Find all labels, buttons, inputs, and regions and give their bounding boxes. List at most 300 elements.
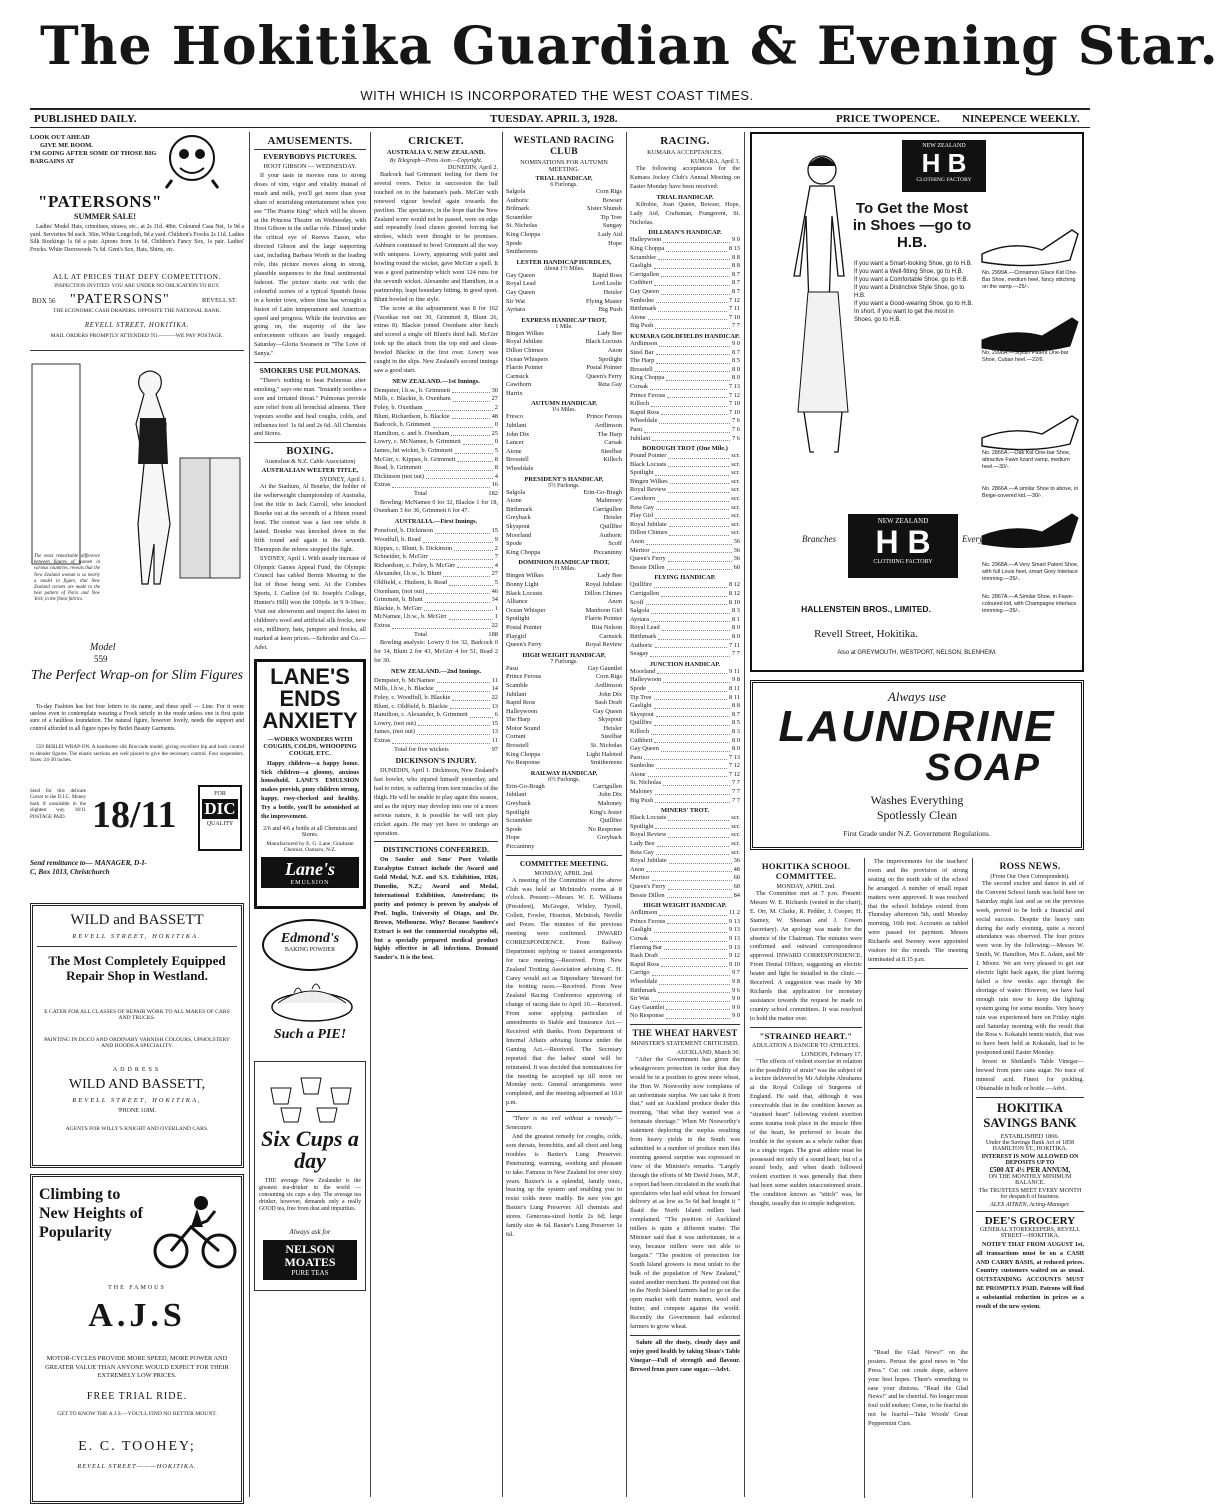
score-row xyxy=(374,605,498,614)
row-value: 6 xyxy=(494,711,498,719)
race-entry-row xyxy=(630,400,740,409)
race-entry-row xyxy=(630,745,740,754)
race-entry-row xyxy=(630,633,740,642)
race-entry-row xyxy=(506,699,622,708)
race-distance: 1¼ Miles. xyxy=(551,407,577,414)
ajs-dealer-street: REVELL STREET———HOKITIKA. xyxy=(77,1463,197,1470)
wild-street: REVELL STREET, HOKITIKA. xyxy=(72,933,202,940)
cricket-dateline: DUNEDIN, April 2. xyxy=(447,164,498,171)
race-entry-row xyxy=(506,280,622,289)
row-value: 8 8 xyxy=(732,702,740,710)
leader-dots xyxy=(656,762,727,769)
row-label: Anon xyxy=(630,538,645,546)
hb-shoe-desc: No. 2866A.—A similar Shoe to above, in Beige-covered kid.—30/-. xyxy=(982,486,1079,499)
column-4-westland-racing xyxy=(506,132,622,1497)
row-label: Brosstell xyxy=(630,365,653,373)
leader-dots xyxy=(531,615,582,622)
row-label: King Choppa xyxy=(506,230,541,238)
nz-first-innings-heading: NEW ZEALAND.—1st Innings. xyxy=(392,377,480,385)
row-label: Atone xyxy=(630,770,646,778)
leader-dots xyxy=(534,506,591,513)
race-entry-row xyxy=(630,254,740,263)
leader-dots xyxy=(530,598,606,605)
row-label: Mills, l.b.w., b. Blackie xyxy=(374,685,434,693)
lanes-maker: Manufactured by E. G. Lane, Graduate Chemist, Oamaru, N.Z. xyxy=(266,840,354,853)
leader-dots xyxy=(668,486,729,493)
race-entry-row xyxy=(630,314,740,323)
race-entry-row xyxy=(630,409,740,418)
race-entry-row xyxy=(630,366,740,375)
row-value: Carrigullen xyxy=(592,782,622,790)
leader-dots xyxy=(666,245,727,252)
leader-dots xyxy=(655,823,729,830)
hb-shoes-ad xyxy=(750,132,1084,672)
leader-dots xyxy=(532,716,596,723)
vinegar-ad: Salute all the dusty, cloudy days and enjoy good health by taking Sloan's Table Vinegar—Full of strength and flavour. Brewed from pure cane sugar.—Advt. xyxy=(630,1339,740,1373)
hb-shoe-desc: No. 2998A.—Stylish Patent One-bar Shoe, Cuban heel.—22/6. xyxy=(982,350,1069,363)
leader-dots xyxy=(542,751,584,758)
hb-logo-letters: H B xyxy=(921,148,967,178)
row-value: Steelbar xyxy=(601,447,622,455)
leader-dots xyxy=(531,456,601,463)
patersons-prices: ALL AT PRICES THAT DEFY COMPETITION. xyxy=(52,272,222,281)
lanes-sub: —WORKS WONDERS WITH COUGHS, COLDS, WHOOPING COUGH, ETC. xyxy=(263,735,357,757)
score-row xyxy=(374,720,498,729)
race-entry-row xyxy=(630,762,740,771)
race-entry-row xyxy=(506,817,622,826)
leader-dots xyxy=(664,944,727,951)
score-row xyxy=(374,447,498,456)
row-value: 9 13 xyxy=(728,943,740,951)
school-body: The Committee met at 7 p.m. Present: Messrs W. E. Richards (vested in the chair), E. Orr, M. Clarke, R. Pedder, J. Cooper, H. Stamey, W. Sheenan and J. Cowen (secretary). An apology was made for the absence of the Chairman. The minutes were confirmed and outward correspondence approved. INWARD CORRESPONDENCE. From Dental Officer, suggesting an electric heater and light be installed in the clinic.—Received. A suggestion was made by Mr Richards that application for monetary assistance towards the request be made to country school committees. It was resolved to hold the matter over. xyxy=(750,890,862,1022)
leader-dots xyxy=(656,504,729,511)
row-label: Wheeldale xyxy=(630,417,658,425)
row-value: scr. xyxy=(731,469,740,477)
row-value: scr. xyxy=(731,512,740,520)
race-entry-row xyxy=(630,624,740,633)
row-value: Hope xyxy=(608,239,622,247)
leader-dots xyxy=(451,430,489,437)
leader-dots xyxy=(423,536,493,543)
leader-dots xyxy=(666,1012,730,1019)
row-label: Queen's Ferry xyxy=(506,641,542,649)
leader-dots xyxy=(450,703,490,710)
leader-dots xyxy=(457,456,492,463)
committee-heading: COMMITTEE MEETING. xyxy=(519,858,609,868)
race-entry-row xyxy=(630,814,740,823)
divider xyxy=(868,968,968,969)
race-entry-row xyxy=(630,607,740,616)
race-entry-row xyxy=(506,465,622,474)
race-entry-row xyxy=(506,197,622,206)
nelson-logo xyxy=(263,1240,357,1280)
row-label: Piccaninny xyxy=(506,843,535,850)
leader-dots xyxy=(542,725,602,732)
leader-dots xyxy=(656,849,729,856)
row-label: Seagay xyxy=(630,650,649,658)
row-label: Hamilton, c. Alexander, b. Grimmett xyxy=(374,711,468,719)
divider xyxy=(506,1111,622,1112)
leader-dots xyxy=(668,555,732,562)
nelson-tea-ad xyxy=(254,1061,366,1291)
amusements-body: If your taste in movies runs to strong doses of vim, vigor and vitality instead of mush and milk, you'll get more than your share of nourishing entertainment when you see "The Prairie King" which will be shown at the Princess Theatre on Wednesday, with Hoot Gibson in the stellar role. Filmed under the critical eye of Reeves Eason, who directed Gibson and the large supporting cast, including Barbara Worth in the leading role, this picture moves along in strong, plausible sequences to the final sentimental fadeout. The picture starts out with the colourful scenes of a typical Spanish fiesta in a border town, where time has wrought a fusion of Latin temperament and American speed and progress. While the festivities are going on, the majority of the law enforcement officers are busily engaged. Saturday—Gloria Swanson in "The Love of Sunya." xyxy=(254,172,366,358)
row-label: Halleywoon xyxy=(630,236,662,244)
wild-paint: PAINTING IN DUCO AND ORDINARY VARNISH COLOURS, UPHOLSTERY AND HOODS A SPECIALITY. xyxy=(44,1037,230,1049)
race-name: TRIAL HANDICAP, xyxy=(535,175,593,182)
row-label: Smithereens xyxy=(506,248,538,256)
row-value: 60 xyxy=(733,883,740,890)
row-value: Big Push xyxy=(598,306,622,314)
row-label: Ocean Whispers xyxy=(506,355,548,363)
race-entry-row xyxy=(630,719,740,728)
race-entry-row xyxy=(506,843,622,852)
boxing-heading: BOXING. xyxy=(286,446,334,458)
race-entry-row xyxy=(630,987,740,996)
hb-benefit: If you want a Smart-looking Shoe, go to H.B. xyxy=(854,261,973,267)
row-label: Reta Gay xyxy=(630,503,654,511)
row-label: Wheeldale xyxy=(630,977,658,985)
row-label: Royal Jubilate xyxy=(630,520,667,528)
cricket-body: Badcock had Grimmett feeling for them for several overs. Twice in succession the ball touched on to the batsman's pads. McGirr with renewed vigour bowled again towards the pavilion. The spectators, in the hope that the New Zealand score would not be passed, were on edge and repeatedly loud cheers greeted forcing bat strokes, which were thought to be promises. Ashburn continued to bowl Grimmett all the way with uniquess. Lowry, appearing with paint and bowling round the wicket, gave McGirr a spell. It was a good partnership which went 124 runs for the seventh wicket. Alexander and Hamilton, in a partnership, leapt boundary hitting, in good sport. Blunt bowled in fine style. xyxy=(374,171,498,303)
price-label: PRICE TWOPENCE. xyxy=(836,113,940,125)
leader-dots xyxy=(539,222,601,229)
leader-dots xyxy=(532,523,598,530)
leader-dots xyxy=(527,298,584,305)
hb-logo-factory: CLOTHING FACTORY xyxy=(916,177,972,183)
six-cups-body: THE average New Zealander is the greatest tea-drinker in the world — consuming six cups a day. The average tea drinker, however, demands only a really GOOD tea, free from dust and impurities. xyxy=(259,1177,361,1213)
leader-dots xyxy=(522,834,595,841)
row-label: Killoch xyxy=(630,400,650,408)
row-label: King Choppa xyxy=(506,750,541,758)
leader-dots xyxy=(648,314,727,321)
leader-dots xyxy=(449,579,493,586)
row-value: 36 xyxy=(733,546,740,554)
leader-dots xyxy=(648,771,727,778)
row-value: 7 6 xyxy=(732,434,740,442)
row-value: Flarrie Pointer xyxy=(584,615,622,623)
row-value: 7 7 xyxy=(732,788,740,796)
patersons-box: BOX 56 xyxy=(32,297,56,305)
row-value: scr. xyxy=(731,840,740,848)
row-label: Black Locusts xyxy=(630,460,667,468)
row-value: Dillon Chimes xyxy=(584,589,622,597)
row-value: 7 6 xyxy=(732,417,740,425)
wild-name-2: WILD AND BASSETT, xyxy=(68,1077,206,1092)
row-value: 8 13 xyxy=(728,245,740,253)
dees-sub: GENERAL STOREKEEPERS, REVELL STREET—HOKITIKA. xyxy=(979,1226,1081,1239)
row-value: Lady Bee xyxy=(597,329,622,337)
row-value: Lord Leslie xyxy=(592,280,622,288)
row-value: 2 xyxy=(494,404,498,412)
row-label: Queen's Ferry xyxy=(630,555,666,563)
wheat-dateline: AUCKLAND, March 30. xyxy=(676,1048,740,1056)
leader-dots xyxy=(651,616,730,623)
score-row xyxy=(374,711,498,720)
leader-dots xyxy=(544,641,584,648)
score-row xyxy=(374,553,498,562)
score-row xyxy=(374,527,498,536)
row-label: Ardlimson xyxy=(630,909,658,917)
race-entry-row xyxy=(630,702,740,711)
row-value: 11 xyxy=(491,676,498,684)
race-entry-row xyxy=(630,616,740,625)
leader-dots xyxy=(528,791,596,798)
corset-order: Send for this delicate Corset to the D.I.C. Money back if unsuitable in the slightest way. 18/11 POSTAGE PAID. xyxy=(30,789,86,820)
race-entry-row xyxy=(630,357,740,366)
dic-name-label: DIC xyxy=(202,799,238,819)
race-entry-row xyxy=(506,826,622,835)
smokers-body: "There's nothing to beat Pulmonas after smoking," says one man. "Instantly soothes a sore and irritated throat." Pulmonas provide sure relief from all bronchial ailments. Their vapours soothe and heal coughs, colds, and influenza too! 1s 6d and 2s 6d. All Chemists and Stores. xyxy=(254,377,366,438)
leader-dots xyxy=(646,599,727,606)
hb-street: Revell Street, Hokitika. xyxy=(814,628,918,640)
leader-dots xyxy=(525,413,585,420)
nz-first-total xyxy=(374,490,498,499)
row-value: 36 xyxy=(733,857,740,865)
row-label: Authoric xyxy=(630,641,653,649)
race-entry-row xyxy=(506,733,622,742)
boxing-body-2: SYDNEY, April 1. With steady increase of Olympic Games Appeal Fund, the Olympic Council has cabled Bernie Mearing to the list of those being sent. At the Combes Sports, J. Carlton (of St. Joseph's College, Hunter's Hill) won the 100yds. in 9 9-10sec. Visit our showroom and inspect the latest in children's wool and artificial silk frocks, new sox, millinery, hats, jumpers and frocks, all marked at keen prices.—Schroder and Co.—Advt. xyxy=(254,554,366,651)
race-entry-row xyxy=(630,512,740,521)
row-value: 7 6 xyxy=(732,425,740,433)
row-label: No Response xyxy=(506,759,540,767)
row-label: Spotlight xyxy=(630,469,654,477)
race-entry-row xyxy=(506,439,622,448)
leader-dots xyxy=(661,271,730,278)
school-body-2: The improvements for the teachers' room and the provision of strong seating on the north side of the school be arranged. A number of small repair matters were approved. It was resolved that the school holidays extend from Thursday afternoon 5th, until Monday morning, 16th inst. Accounts as tabled were passed for payment. Messrs Richards and Sweney were appointed visitors for the month. The meeting terminated at 8.15 p.m. xyxy=(868,858,968,963)
score-row xyxy=(374,737,498,746)
row-value: scr. xyxy=(731,814,740,822)
total-label: Total for five wickets xyxy=(394,745,449,753)
row-value: scr. xyxy=(731,831,740,839)
nz-second-innings-table xyxy=(374,677,498,746)
score-row xyxy=(374,473,498,482)
committee-date: MONDAY, APRIL 2nd. xyxy=(534,869,594,877)
column-6-school xyxy=(750,858,862,1498)
row-value: 9 0 xyxy=(732,1003,740,1011)
row-value: Spotlight xyxy=(598,355,622,363)
race-entry-row xyxy=(506,222,622,231)
race-entry-row xyxy=(506,598,622,607)
sanders-body: On Sander and Sons' Pure Volatile Eucalyptus Extract include the Award and Gold Medal, N.Z. and S.S. Exhibition, 1926, Dunedin, N.Z.; Award and Medal, International Exhibition, Amsterdam; its purity and potency is proven by analysis of Prof. Inglis, University of Otago, and Dr. Brown, Melbourne. Why? Because Sanders's Extract is not the commercial eucalyptus oil, but a specially prepared medical product highly effective in all infections. Demand Sander's. It is the best. xyxy=(374,856,498,962)
leader-dots xyxy=(646,538,731,545)
row-value: 9 13 xyxy=(728,926,740,934)
race-entry-row xyxy=(506,188,622,197)
row-label: Black Locusts xyxy=(506,589,543,597)
leader-dots xyxy=(528,422,592,429)
leader-dots xyxy=(524,540,606,547)
row-label: Royal Lead xyxy=(630,624,660,632)
row-label: Salgola xyxy=(630,607,650,615)
row-value: 7 12 xyxy=(728,770,740,778)
race-entry-row xyxy=(630,288,740,297)
hb-shoe-desc: No. 2866A.—Oak Kid One-bar Shoe, attractive Fawn lizard vamp, medium heel.—30/-. xyxy=(982,450,1071,470)
column-2 xyxy=(254,132,366,1497)
row-value: scr. xyxy=(731,460,740,468)
row-value: 5 xyxy=(494,578,498,586)
column-rule xyxy=(370,132,371,1497)
row-label: Gaslight xyxy=(630,262,652,270)
bank-rate: £500 AT 4½ PER ANNUM, xyxy=(989,1165,1071,1174)
corset-headline: The Perfect Wrap-on for Slim Figures xyxy=(30,668,244,683)
edmonds-brand: Edmond's xyxy=(280,930,340,946)
corset-remit: Send remittance to— MANAGER, D-I-C, Box 1013, Christchurch xyxy=(30,859,147,876)
race-entry-row xyxy=(630,935,740,944)
leader-dots xyxy=(667,564,732,571)
ajs-brand: A.J.S xyxy=(88,1297,186,1334)
row-label: Woodfull, b. Read xyxy=(374,535,421,543)
bank-established: ESTABLISHED 1866. xyxy=(1000,1132,1060,1140)
row-value: 7 10 xyxy=(728,400,740,408)
leader-dots xyxy=(654,719,730,726)
race-name: HIGH WEIGHT HANDICAP, xyxy=(522,651,606,659)
leader-dots xyxy=(655,512,729,519)
patersons-name-2: "PATERSONS" xyxy=(70,292,170,307)
six-cups-headline: Six Cups a day xyxy=(261,1125,359,1173)
race-entry-row xyxy=(630,305,740,314)
row-value: 8 3 xyxy=(732,727,740,735)
row-label: Lowry, (not out) xyxy=(374,719,417,727)
race-entry-row xyxy=(630,599,740,608)
column-rule xyxy=(744,132,745,1497)
leader-dots xyxy=(650,650,730,657)
row-value: 8 xyxy=(494,464,498,472)
injury-heading: DICKINSON'S INJURY. xyxy=(395,756,477,766)
score-row xyxy=(374,728,498,737)
race-entry-row xyxy=(506,356,622,365)
leader-dots xyxy=(654,737,730,744)
race-distance: 1 Mile. xyxy=(555,323,573,330)
leader-dots xyxy=(530,682,593,689)
score-row xyxy=(374,404,498,413)
school-body-3: "Read the Glad News!" on the posters. Peruse the good news in "the Press." Cut out crude dope, achieve your best hopes. There's something to ease your distress. "Read the Glad News!" and be cheerful. No longer must foul cold endure; Come, to be fearful do not be fearful—Take Woods' Great Peppermint Cure. xyxy=(868,1348,968,1428)
row-label: Brosstell xyxy=(506,456,529,464)
race-entry-row xyxy=(630,340,740,349)
race-entry-row xyxy=(506,422,622,431)
row-value: 0 xyxy=(494,438,498,446)
leader-dots xyxy=(661,745,730,752)
race-entry-row xyxy=(506,581,622,590)
row-label: Cuthbert xyxy=(630,736,653,744)
masthead-title: The Hokitika Guardian & Evening Star. xyxy=(40,16,1219,77)
leader-dots xyxy=(527,306,597,313)
race-entry-row xyxy=(630,969,740,978)
divider xyxy=(750,1027,862,1028)
leader-dots xyxy=(655,366,730,373)
leader-dots xyxy=(426,588,489,595)
patersons-mail: MAIL ORDERS PROMPTLY ATTENDED TO.———WE PAY POSTAGE. xyxy=(50,333,224,339)
row-label: Alexander, l.b.w., b. Blunt xyxy=(374,570,442,578)
leader-dots xyxy=(531,742,589,749)
race-entry-row xyxy=(630,857,740,866)
row-value: Gay Queen xyxy=(593,707,622,715)
race-name: BOROUGH TROT (One Mile.) xyxy=(642,445,728,453)
race-entry-row xyxy=(630,555,740,564)
row-value: 4 xyxy=(494,561,498,569)
nominations-heading: NOMINATIONS FOR AUTUMN MEETING. xyxy=(520,159,608,173)
row-value: 8 0 xyxy=(732,736,740,744)
leader-dots xyxy=(661,961,727,968)
row-value: scr. xyxy=(731,503,740,511)
leader-dots xyxy=(437,677,490,684)
race-distance: 1½ Miles. xyxy=(551,566,577,573)
race-entry-row xyxy=(506,298,622,307)
leader-dots xyxy=(652,874,732,881)
race-entry-row xyxy=(630,1004,740,1013)
row-value: scr. xyxy=(731,452,740,460)
row-value: 9 8 xyxy=(732,977,740,985)
hb-shoe-desc: No. 2999A.—Cinnamon Glace Kid One-Bar Shoe, medium heel, fancy stitching on the vamp.—25/-. xyxy=(982,270,1078,290)
row-value: Ardlimson xyxy=(594,422,622,430)
hb-logo-bottom xyxy=(848,514,958,578)
row-label: Wheeldale xyxy=(506,465,534,473)
row-label: Pasu xyxy=(630,425,643,433)
row-value: Heisler xyxy=(603,288,622,296)
row-value: 9 13 xyxy=(728,934,740,942)
row-label: Extras xyxy=(374,481,391,489)
cricket-body-2: The score at the adjournment was 8 for 162 (Vacetkas not out 30, Grimmett 8, Blunt 26, extras 8). Blackie joined Oxenham after lunch and scored a single off Blunt's third ball. McGirr took up the attack from the top end and clean-bowled Blackie in the first over. Lowry was caught in the slips. New Zealand's second innings saw a good start. xyxy=(374,304,498,374)
row-value: 7 10 xyxy=(728,313,740,321)
score-row xyxy=(374,570,498,579)
leader-dots xyxy=(652,547,732,554)
score-row xyxy=(374,421,498,430)
strained-dateline: LONDON, February 17. xyxy=(801,1050,862,1058)
leader-dots xyxy=(542,759,589,766)
row-value: Black Locusts xyxy=(585,338,622,346)
score-row xyxy=(374,395,498,404)
row-value: Corn Rigs xyxy=(595,673,622,681)
race-entry-row xyxy=(630,668,740,677)
baxters-quote: "There is no evil without a remedy."—Senecaure. xyxy=(506,1115,622,1132)
leader-dots xyxy=(650,935,727,942)
row-value: 5 xyxy=(494,447,498,454)
leader-dots xyxy=(669,857,732,864)
leader-dots xyxy=(668,883,732,890)
leader-dots xyxy=(463,438,493,445)
race-entry-row xyxy=(630,521,740,530)
total-value: 188 xyxy=(488,630,498,638)
race-name: PRESIDENT'S HANDICAP, xyxy=(524,475,604,483)
wheat-body: "After the Government has given the wheatgrowers protection in order that they would be in a position to grow more wheat, the Hon W. Nosworthy now complains of an unfortunate surplus. We can take it from that," said an Auckland produce dealer this morning, "that what they wanted was a fortunate shortage." When Mr Nosworthy's statement deploring the surplus resulting from heavy yields in the South was submitted to a number of produce men this morning general surprise was expressed in view of the Minister's remarks. "Largely through the efforts of Mr David Jones, M.P., a report had been circulated in the south that speculators who had sold wheat for forward delivery at as low as 5s 6d had bought it " Ilsaid the North Island millers had complained. "The position of Auckland millers is quite a different matter. The Minister said that it was unfortunate, in a way, because millers were not able to bargain." "The position of protection for South Island growers is most unfair to the bulk of the population of New Zealand," stated another merchant. He pointed out that in the North Island farmers had to go on the open market with their mutton, wool and butter, and compete against the world. Recently the Government had exhorted farmers to grow wheat. xyxy=(630,1055,740,1331)
row-label: Scrambler xyxy=(630,253,657,261)
race-entry-row xyxy=(630,236,740,245)
race-name: DILLMAN'S HANDICAP. xyxy=(648,229,722,237)
row-label: Moorland xyxy=(506,531,532,539)
race-entry-row xyxy=(506,549,622,558)
row-label: Royal Jubilate xyxy=(506,338,543,346)
race-entry-row xyxy=(630,944,740,953)
issue-date: TUESDAY. APRIL 3, 1928. xyxy=(490,113,618,125)
leader-dots xyxy=(545,338,584,345)
total-value: 97 xyxy=(491,745,498,753)
leader-dots xyxy=(547,783,591,790)
hb-benefits-list xyxy=(854,260,974,324)
hb-benefit: If you want a Distinctive Style Shoe, go to H.B. xyxy=(854,285,965,299)
ross-correspondent: (From Our Own Correspondent). xyxy=(990,874,1070,880)
race-entry-row xyxy=(506,390,622,399)
race-distance: 6½ Furlongs. xyxy=(548,776,580,783)
row-label: Corrant xyxy=(506,733,526,741)
race-entry-row xyxy=(506,791,622,800)
row-label: Jubilant xyxy=(630,434,651,442)
leader-dots xyxy=(546,572,596,579)
race-entry-row xyxy=(630,952,740,961)
kumara-dateline: KUMARA, April 3. xyxy=(690,158,740,165)
race-entry-row xyxy=(506,514,622,523)
bank-title: HOKITIKA SAVINGS BANK xyxy=(983,1100,1077,1130)
race-entry-row xyxy=(630,297,740,306)
row-value: Anon xyxy=(607,346,622,354)
leader-dots xyxy=(527,188,594,195)
